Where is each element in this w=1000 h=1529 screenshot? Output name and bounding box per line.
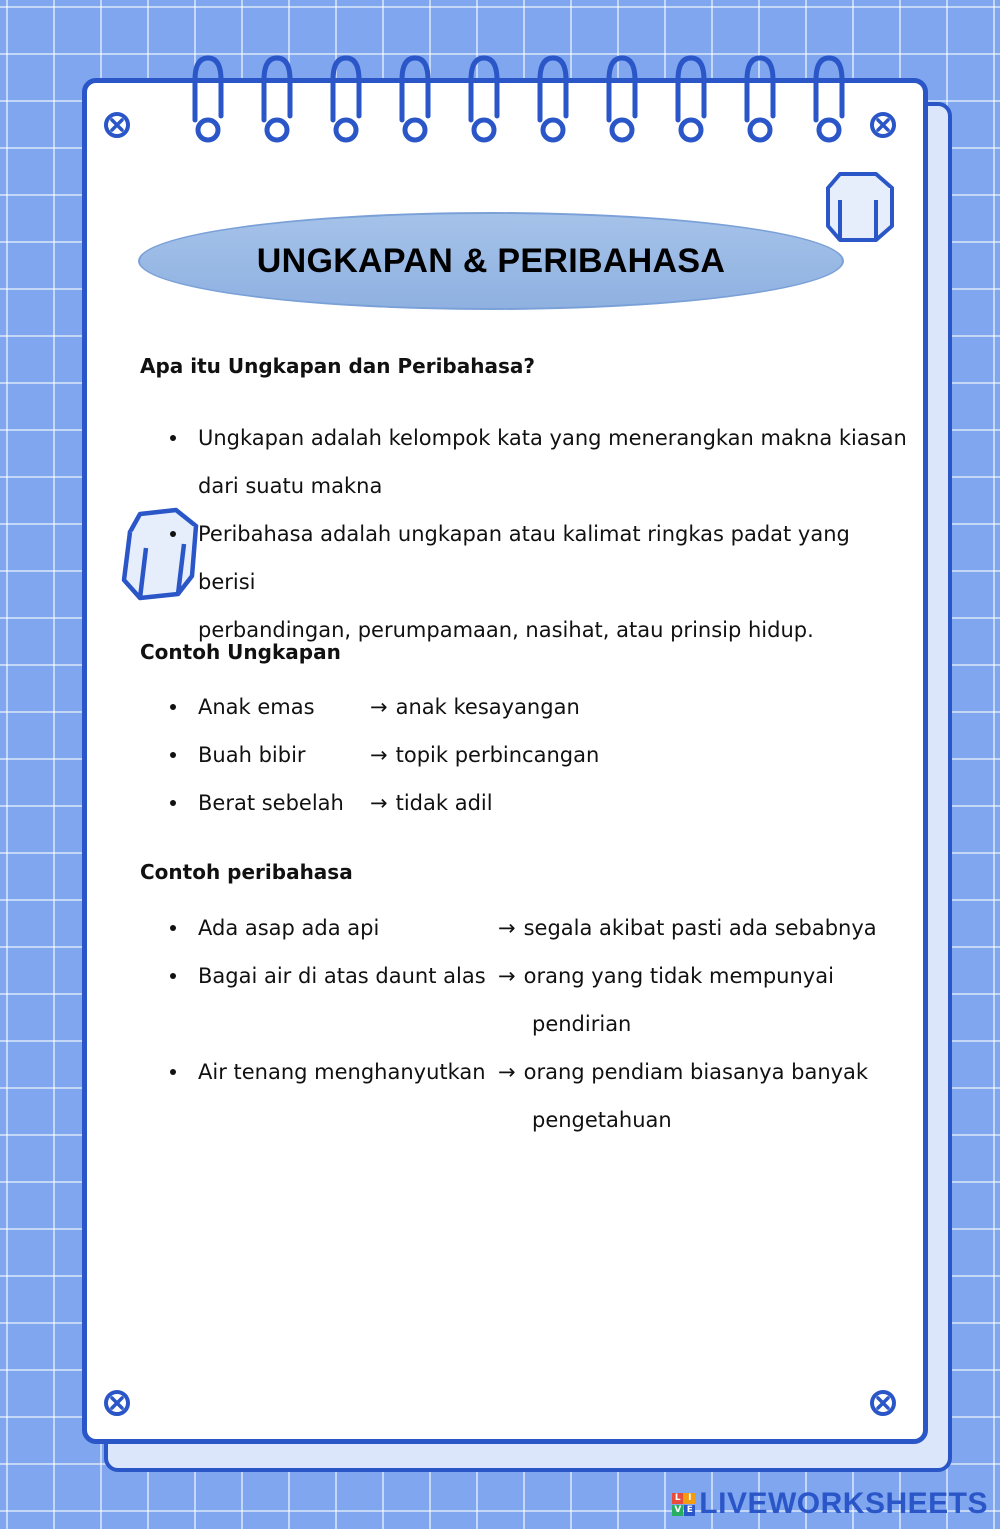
meaning-text: topik perbincangan (395, 743, 600, 767)
spiral-ring-icon (540, 58, 566, 140)
arrow-right-icon: → (370, 791, 388, 815)
term-text: Berat sebelah (198, 791, 344, 815)
peribahasa-list (170, 904, 877, 1144)
ungkapan-list (170, 683, 599, 827)
list-item (170, 731, 599, 779)
spiral-ring-icon (195, 58, 221, 140)
corner-screw-icon (102, 1388, 132, 1418)
term-text: Ada asap ada api (198, 916, 380, 940)
term-text: Buah bibir (198, 743, 306, 767)
definition-text: Ungkapan adalah kelompok kata yang menerangkan makna kiasan (198, 426, 907, 450)
definition-list (170, 414, 910, 654)
hexagonal-prism-icon (822, 168, 898, 248)
list-item (170, 904, 877, 952)
list-item (170, 414, 910, 510)
meaning-continuation: pengetahuan (532, 1108, 672, 1132)
peribahasa-heading: Contoh peribahasa (140, 860, 353, 884)
list-item (170, 779, 599, 827)
spiral-ring-icon (471, 58, 497, 140)
page-title: UNGKAPAN & PERIBAHASA (256, 241, 726, 280)
definition-text: Peribahasa adalah ungkapan atau kalimat ringkas padat yang berisi (198, 522, 850, 594)
meaning-text: orang yang tidak mempunyai (523, 964, 834, 988)
list-item (170, 952, 877, 1048)
arrow-right-icon: → (498, 916, 516, 940)
arrow-right-icon: → (498, 964, 516, 988)
spiral-ring-icon (402, 58, 428, 140)
brand-text: LIVEWORKSHEETS (699, 1487, 988, 1520)
spiral-ring-icon (609, 58, 635, 140)
spiral-ring-icon (816, 58, 842, 140)
arrow-right-icon: → (498, 1060, 516, 1084)
definition-text: perbandingan, perumpamaan, nasihat, atau prinsip hidup. (198, 618, 814, 642)
meaning-text: segala akibat pasti ada sebabnya (523, 916, 877, 940)
arrow-right-icon: → (370, 743, 388, 767)
spiral-ring-icon (678, 58, 704, 140)
title-banner (138, 212, 844, 310)
liveworksheets-brand[interactable] (672, 1487, 988, 1521)
arrow-right-icon: → (370, 695, 388, 719)
meaning-text: anak kesayangan (395, 695, 580, 719)
definition-text: dari suatu makna (198, 474, 383, 498)
ungkapan-heading: Contoh Ungkapan (140, 640, 341, 664)
list-item (170, 510, 910, 654)
term-text: Bagai air di atas daunt alas (198, 964, 486, 988)
brand-logo-icon: L I V E (672, 1493, 695, 1516)
intro-heading: Apa itu Ungkapan dan Peribahasa? (140, 354, 535, 378)
spiral-ring-icon (333, 58, 359, 140)
list-item (170, 683, 599, 731)
spiral-rings (0, 0, 1000, 160)
term-text: Anak emas (198, 695, 315, 719)
spiral-ring-icon (747, 58, 773, 140)
spiral-ring-icon (264, 58, 290, 140)
list-item (170, 1048, 877, 1144)
meaning-text: tidak adil (395, 791, 493, 815)
term-text: Air tenang menghanyutkan (198, 1060, 486, 1084)
meaning-text: orang pendiam biasanya banyak (523, 1060, 869, 1084)
meaning-continuation: pendirian (532, 1012, 632, 1036)
corner-screw-icon (868, 1388, 898, 1418)
